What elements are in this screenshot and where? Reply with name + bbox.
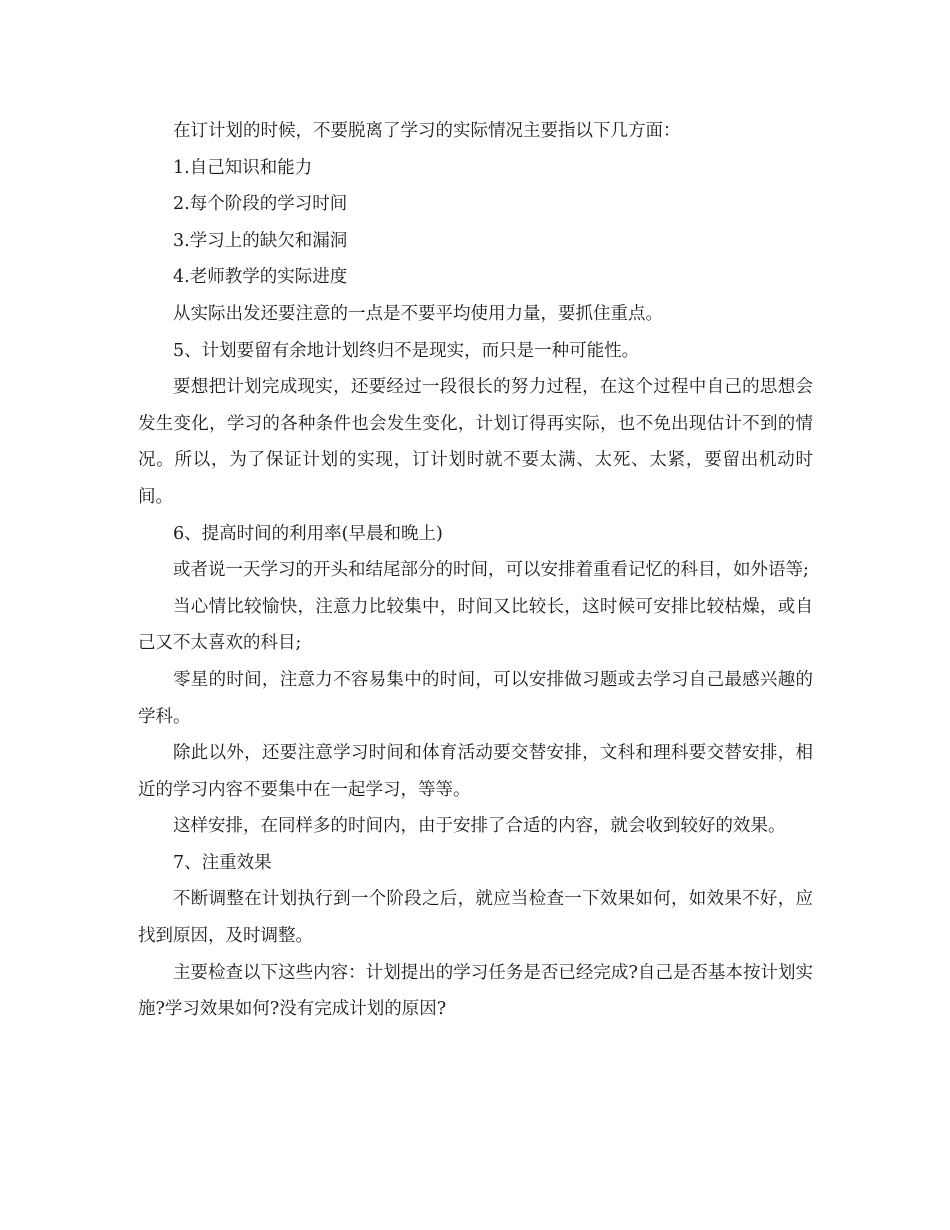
document-body — [138, 113, 813, 1028]
paragraph-arrangement: 这样安排，在同样多的时间内，由于安排了合适的内容，就会收到较好的效果。 — [173, 816, 786, 837]
section-heading-5: 5、计划要留有余地计划终归不是现实，而只是一种可能性。 — [173, 340, 640, 361]
paragraph-focus: 从实际出发还要注意的一点是不要平均使用力量，要抓住重点。 — [173, 303, 663, 324]
section-heading-6: 6、提高时间的利用率(早晨和晚上) — [173, 523, 443, 544]
list-item-4: 4.老师教学的实际进度 — [173, 267, 348, 288]
paragraph-alternate: 除此以外，还要注意学习时间和体育活动要交替安排，文科和理科要交替安排，相近的学习内容不要集中在一起学习，等等。 — [138, 743, 813, 800]
list-item-1: 1.自己知识和能力 — [173, 157, 313, 178]
paragraph-start-end: 或者说一天学习的开头和结尾部分的时间，可以安排着重看记忆的科目，如外语等; — [173, 560, 809, 581]
paragraph-flexible-time: 要想把计划完成现实，还要经过一段很长的努力过程，在这个过程中自己的思想会发生变化，学习的各种条件也会发生变化，计划订得再实际，也不免出现估计不到的情况。所以，为了保证计划的实现，订计划时就不要太满、太死、太紧，要留出机动时间。 — [138, 377, 813, 507]
paragraph-check: 主要检查以下这些内容：计划提出的学习任务是否已经完成?自己是否基本按计划实施?学习效果如何?没有完成计划的原因? — [138, 962, 813, 1020]
paragraph-good-mood: 当心情比较愉快，注意力比较集中，时间又比较长，这时候可安排比较枯燥，或自己又不太喜欢的科目; — [138, 596, 813, 654]
paragraph-spare-time: 零星的时间，注意力不容易集中的时间，可以安排做习题或去学习自己最感兴趣的学科。 — [138, 669, 813, 727]
list-item-3: 3.学习上的缺欠和漏洞 — [173, 230, 348, 251]
paragraph-adjust: 不断调整在计划执行到一个阶段之后，就应当检查一下效果如何，如效果不好，应找到原因，及时调整。 — [138, 889, 813, 947]
list-item-2: 2.每个阶段的学习时间 — [173, 194, 348, 215]
section-heading-7: 7、注重效果 — [173, 852, 272, 873]
paragraph-intro: 在订计划的时候，不要脱离了学习的实际情况主要指以下几方面： — [173, 121, 681, 141]
